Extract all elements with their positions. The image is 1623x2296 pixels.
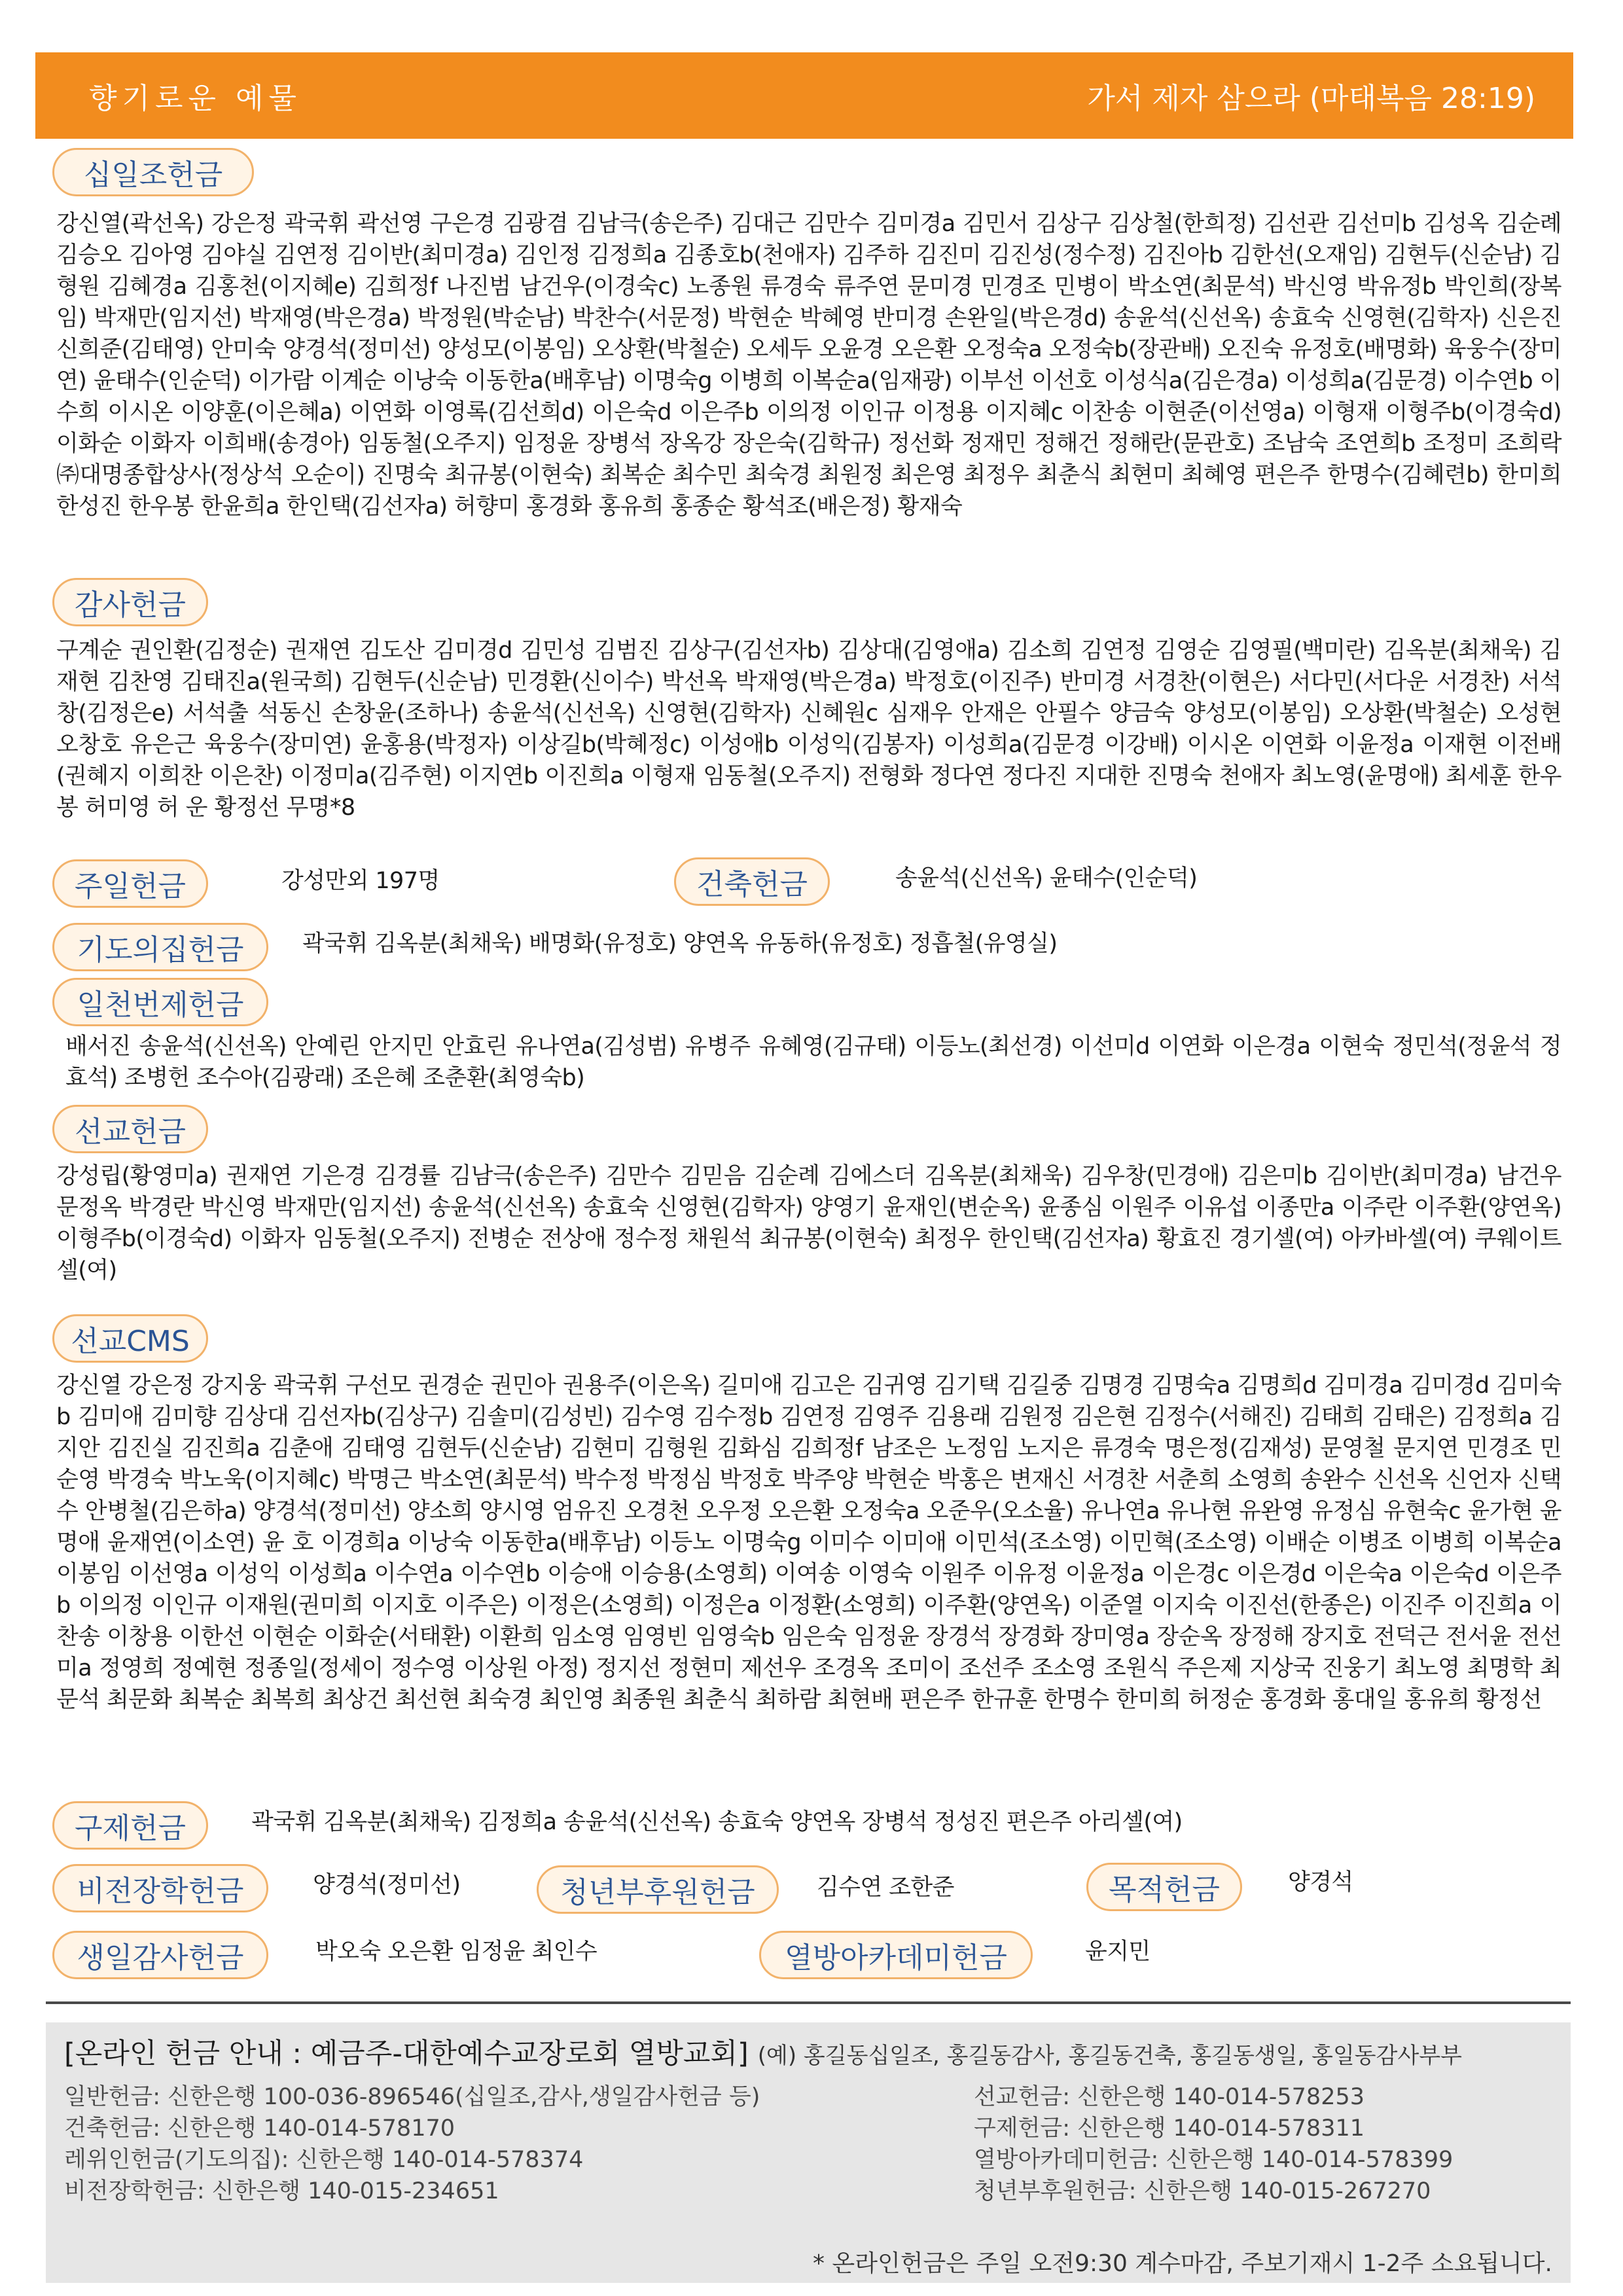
section-badge-youth-support: 청년부후원헌금	[537, 1865, 779, 1914]
section-badge-thousand: 일천번제헌금	[52, 978, 268, 1026]
section-badge-birthday-thanks: 생일감사헌금	[52, 1931, 268, 1979]
section-badge-sunday: 주일헌금	[52, 859, 208, 908]
footer-example: (예) 홍길동십일조, 홍길동감사, 홍길동건축, 홍길동생일, 홍일동감사부부	[757, 2043, 1463, 2069]
page-title: 향기로운 예물	[89, 82, 302, 115]
section-badge-designated: 목적헌금	[1086, 1863, 1242, 1911]
section-badge-relief: 구제헌금	[52, 1801, 208, 1850]
mission-names: 강성립(황영미a) 권재연 기은경 김경률 김남극(송은주) 김만수 김믿음 김순례 김에스더 김옥분(최채욱) 김우창(민경애) 김은미b 김이반(최미경a) 남건우 문정옥 박경란 박신영 박재만(임지선) 송윤석(신선옥) 송효숙 신영현(김학자) 양영기 윤재인(변순옥) 윤종심 이원주 이유섭 이종만a 이주란 이주환(양연옥) 이형주b(이경숙d) 이화자 임동철(오주지) 전병순 전상애 정수정 채원석 최규봉(이현숙) 최정우 한인택(김선자a) 황효진 경기셀(여) 아카바셀(여) 쿠웨이트셀(여)	[56, 1163, 1561, 1283]
building-names: 송윤석(신선옥) 윤태수(인순덕)	[895, 865, 1198, 891]
account-line: 비전장학헌금: 신한은행 140-015-234651	[64, 2178, 499, 2204]
section-badge-thanks: 감사헌금	[52, 578, 208, 626]
footer-note: * 온라인헌금은 주일 오전9:30 계수마감, 주보기재시 1-2주 소요됩니다.	[812, 2250, 1552, 2277]
account-line: 레위인헌금(기도의집): 신한은행 140-014-578374	[64, 2147, 584, 2173]
section-badge-tithe: 십일조헌금	[52, 148, 254, 196]
header-bar	[35, 52, 1573, 139]
footer-title: [온라인 헌금 안내 : 예금주-대한예수교장로회 열방교회]	[64, 2037, 749, 2070]
section-badge-mission-cms: 선교CMS	[52, 1314, 208, 1363]
designated-names: 양경석	[1288, 1869, 1353, 1895]
account-line: 건축헌금: 신한은행 140-014-578170	[64, 2115, 455, 2142]
footer-divider	[46, 2001, 1571, 2004]
birthday-thanks-names: 박오숙 오은환 임정윤 최인수	[315, 1939, 597, 1965]
account-line: 선교헌금: 신한은행 140-014-578253	[974, 2084, 1364, 2110]
vision-scholarship-names: 양경석(정미선)	[313, 1872, 461, 1898]
online-offering-info	[46, 2022, 1571, 2283]
prayer-house-names: 곽국휘 김옥분(최채욱) 배명화(유정호) 양연옥 유동하(유정호) 정흡철(유영실)	[302, 931, 1058, 957]
account-line: 일반헌금: 신한은행 100-036-896546(십일조,감사,생일감사헌금 등)	[64, 2084, 760, 2110]
section-badge-prayer-house: 기도의집헌금	[52, 923, 268, 971]
youth-support-names: 김수연 조한준	[817, 1874, 954, 1901]
thousand-names: 배서진 송윤석(신선옥) 안예린 안지민 안효린 유나연a(김성범) 유병주 유혜영(김규태) 이등노(최선경) 이선미d 이연화 이은경a 이현숙 정민석(정윤석 정효석) 조병헌 조수아(김광래) 조은혜 조춘환(최영숙b)	[65, 1033, 1561, 1091]
section-badge-vision-scholarship: 비전장학헌금	[52, 1864, 268, 1912]
sunday-names: 강성만외 197명	[281, 868, 440, 894]
account-line: 구제헌금: 신한은행 140-014-578311	[974, 2115, 1364, 2142]
thanks-names: 구계순 권인환(김정순) 권재연 김도산 김미경d 김민성 김범진 김상구(김선자b) 김상대(김영애a) 김소희 김연정 김영순 김영필(백미란) 김옥분(최채욱) 김재현 김찬영 김태진a(원국희) 김현두(신순남) 민경환(신이수) 박선옥 박재영(박은경a) 박정호(이진주) 반미경 서경찬(이현은) 서다민(서다운 서경찬) 서석창(김정은e) 서석출 석동신 손창윤(조하나) 송윤석(신선옥) 신영현(김학자) 신혜원c 심재우 안재은 안필수 양금숙 양성모(이봉임) 오상환(박철순) 오성현 오창호 유은근 육웅수(장미연) 윤홍용(박정자) 이상길b(박혜정c) 이성애b 이성익(김봉자) 이성희a(김문경 이강배) 이시온 이연화 이윤정a 이재현 이전배(권혜지 이희찬 이은찬) 이정미a(김주현) 이지연b 이진희a 이형재 임동철(오주지) 전형화 정다연 정다진 지대한 진명숙 천애자 최노영(윤명애) 최세훈 한우봉 허미영 허 운 황정선 무명*8	[56, 637, 1561, 821]
account-line: 열방아카데미헌금: 신한은행 140-014-578399	[974, 2147, 1454, 2173]
header-verse: 가서 제자 삼으라 (마태복음 28:19)	[1087, 82, 1535, 115]
account-line: 청년부후원헌금: 신한은행 140-015-267270	[974, 2178, 1431, 2204]
section-badge-academy: 열방아카데미헌금	[759, 1931, 1033, 1979]
tithe-names: 강신열(곽선옥) 강은정 곽국휘 곽선영 구은경 김광겸 김남극(송은주) 김대근 김만수 김미경a 김민서 김상구 김상철(한희정) 김선관 김선미b 김성옥 김순례 김승오 김아영 김야실 김연정 김이반(최미경a) 김인정 김정희a 김종호b(천애자) 김주하 김진미 김진성(정수정) 김진아b 김한선(오재임) 김현두(신순남) 김형원 김혜경a 김홍천(이지혜e) 김희정f 나진범 남건우(이경숙c) 노종원 류경숙 류주연 문미경 민경조 민병이 박소연(최문석) 박신영 박유정b 박인희(장복임) 박재만(임지선) 박재영(박은경a) 박정원(박순남) 박찬수(서문정) 박현순 박혜영 반미경 손완일(박은경d) 송윤석(신선옥) 송효숙 신영현(김학자) 신은진 신희준(김태영) 안미숙 양경석(정미선) 양성모(이봉임) 오상환(박철순) 오세두 오윤경 오은환 오정숙a 오정숙b(장관배) 오진숙 유정호(배명화) 육웅수(장미연) 윤태수(인순덕) 이가람 이계순 이낭숙 이동한a(배후남) 이명숙g 이병희 이복순a(임재광) 이부선 이선호 이성식a(김은경a) 이성희a(김문경) 이수연b 이수희 이시온 이양훈(이은혜a) 이연화 이영록(김선희d) 이은숙d 이은주b 이의정 이인규 이정용 이지혜c 이찬송 이현준(이선영a) 이형재 이형주b(이경숙d) 이화순 이화자 이희배(송경아) 임동철(오주지) 임정윤 장병석 장옥강 장은숙(김학규) 정선화 정재민 정해건 정해란(문관호) 조남숙 조연희b 조정미 조희락 ㈜대명종합상사(정상석 오순이) 진명숙 최규봉(이현숙) 최복순 최수민 최숙경 최원정 최은영 최정우 최춘식 최현미 최혜영 편은주 한명수(김혜련b) 한미희 한성진 한우봉 한윤희a 한인택(김선자a) 허향미 홍경화 홍유희 홍종순 황석조(배은정) 황재숙	[56, 211, 1561, 520]
section-badge-mission: 선교헌금	[52, 1105, 208, 1153]
footer-title-line	[64, 2032, 1462, 2072]
footer-right-accounts	[974, 2081, 1453, 2207]
mission-cms-names: 강신열 강은정 강지웅 곽국휘 구선모 권경순 권민아 권용주(이은옥) 길미애 김고은 김귀영 김기택 김길중 김명경 김명숙a 김명희d 김미경a 김미경d 김미숙b 김미애 김미향 김상대 김선자b(김상구) 김솔미(김성빈) 김수영 김수정b 김연정 김영주 김용래 김원정 김은현 김정수(서해진) 김태희 김태은) 김정희a 김지안 김진실 김진희a 김춘애 김태영 김현두(신순남) 김현미 김형원 김화심 김희정f 남조은 노정임 노지은 류경숙 명은정(김재성) 문영철 문지연 민경조 민순영 박경숙 박노욱(이지혜c) 박명근 박소연(최문석) 박수정 박정심 박정호 박주양 박현순 박홍은 변재신 서경찬 서춘희 소영희 송완수 신선옥 신언자 신택수 안병철(김은하a) 양경석(정미선) 양소희 양시영 엄유진 오경천 오우정 오은환 오정숙a 오준우(오소율) 유나연a 유나현 유완영 유정심 유현숙c 윤가현 윤명애 윤재연(이소연) 윤 호 이경희a 이낭숙 이동한a(배후남) 이등노 이명숙g 이미수 이미애 이민석(조소영) 이민혁(조소영) 이배순 이병조 이병희 이복순a 이봉임 이선영a 이성익 이성희a 이수연a 이수연b 이승애 이승용(소영희) 이여송 이영숙 이원주 이유정 이윤정a 이은경c 이은경d 이은숙a 이은숙d 이은주b 이의정 이인규 이재원(권미희 이지호 이주은) 이정은(소영희) 이정은a 이정환(소영희) 이주환(양연옥) 이준열 이지숙 이진선(한종은) 이진주 이진희a 이찬송 이창용 이한선 이현순 이화순(서태환) 이환희 임소영 임영빈 임영숙b 임은숙 임정윤 장경석 장경화 장미영a 장순옥 장정해 장지호 전덕근 전서윤 전선미a 정영희 정예현 정종일(정세이 정수영 이상원 아정) 정지선 정현미 제선우 조경옥 조미이 조선주 조소영 조원식 주은제 지상국 진웅기 최노영 최명학 최문석 최문화 최복순 최복희 최상건 최선현 최숙경 최인영 최종원 최춘식 최하람 최현배 편은주 한규훈 한명수 한미희 허정순 홍경화 홍대일 홍유희 황정선	[56, 1372, 1561, 1713]
section-badge-building: 건축헌금	[674, 857, 830, 906]
relief-names: 곽국휘 김옥분(최채욱) 김정희a 송윤석(신선옥) 송효숙 양연옥 장병석 정성진 편은주 아리셀(여)	[251, 1809, 1183, 1835]
academy-names: 윤지민	[1085, 1939, 1150, 1965]
footer-left-accounts	[64, 2081, 760, 2207]
